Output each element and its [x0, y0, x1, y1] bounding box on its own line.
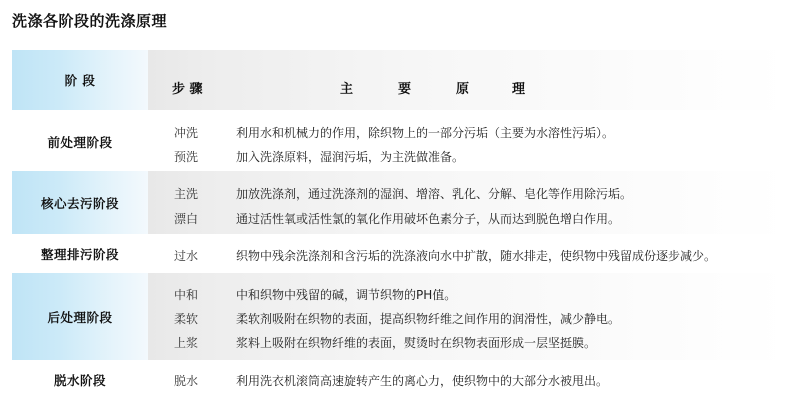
step-description: 中和织物中残留的碱，调节织物的PH值。 — [236, 288, 457, 302]
header-principle-char-2: 要 — [398, 82, 412, 97]
step-label: 柔软 — [174, 312, 199, 326]
step-label: 预洗 — [174, 150, 199, 164]
stage-drain-rinse — [12, 238, 148, 270]
header-principle-char-3: 原 — [456, 82, 470, 97]
step-description: 加入洗涤原料，湿润污垢，为主洗做准备。 — [236, 150, 465, 164]
page-title: 洗涤各阶段的洗涤原理 — [12, 12, 168, 30]
stage-label: 核心去污阶段 — [40, 195, 119, 211]
header-principle-char-1: 主 — [340, 82, 354, 97]
step-label: 冲洗 — [174, 126, 199, 140]
step-label: 上浆 — [174, 336, 199, 350]
step-description: 织物中残余洗涤剂和含污垢的洗涤液向水中扩散，随水排走，使织物中残留成份逐步减少。 — [236, 249, 717, 263]
step-label: 脱水 — [174, 374, 199, 388]
step-description: 柔软剂吸附在织物的表面，提高织物纤维之间作用的润滑性，减少静电。 — [236, 312, 621, 326]
header-principle-char-4: 理 — [512, 82, 526, 97]
step-description: 利用水和机械力的作用，除织物上的一部分污垢（主要为水溶性污垢）。 — [236, 126, 615, 140]
step-label: 中和 — [174, 288, 199, 302]
step-description: 加放洗涤剂，通过洗涤剂的湿润、增溶、乳化、分解、皂化等作用除污垢。 — [236, 187, 633, 201]
stage-label: 前处理阶段 — [47, 134, 113, 150]
stage-post-treatment — [12, 273, 148, 360]
step-label: 漂白 — [174, 212, 199, 226]
stage-pretreatment — [12, 117, 148, 166]
stage-label: 整理排污阶段 — [40, 247, 119, 262]
step-label: 过水 — [174, 249, 199, 263]
step-label: 主洗 — [174, 187, 199, 201]
stage-core-cleaning — [12, 171, 148, 234]
step-description: 浆料上吸附在织物纤维的表面，熨烫时在织物表面形成一层坚挺膜。 — [236, 336, 597, 350]
step-description: 通过活性氧或活性氯的氧化作用破坏色素分子，从而达到脱色增白作用。 — [236, 212, 621, 226]
stage-label: 脱水阶段 — [53, 373, 106, 388]
header-stage-cell — [12, 50, 148, 110]
header-step-label: 步 骤 — [172, 82, 203, 97]
step-description: 利用洗衣机滚筒高速旋转产生的离心力，使织物中的大部分水被甩出。 — [236, 374, 609, 388]
header-stage-label: 阶 段 — [64, 73, 96, 88]
stage-label: 后处理阶段 — [47, 309, 113, 325]
stage-dehydration — [12, 364, 148, 396]
